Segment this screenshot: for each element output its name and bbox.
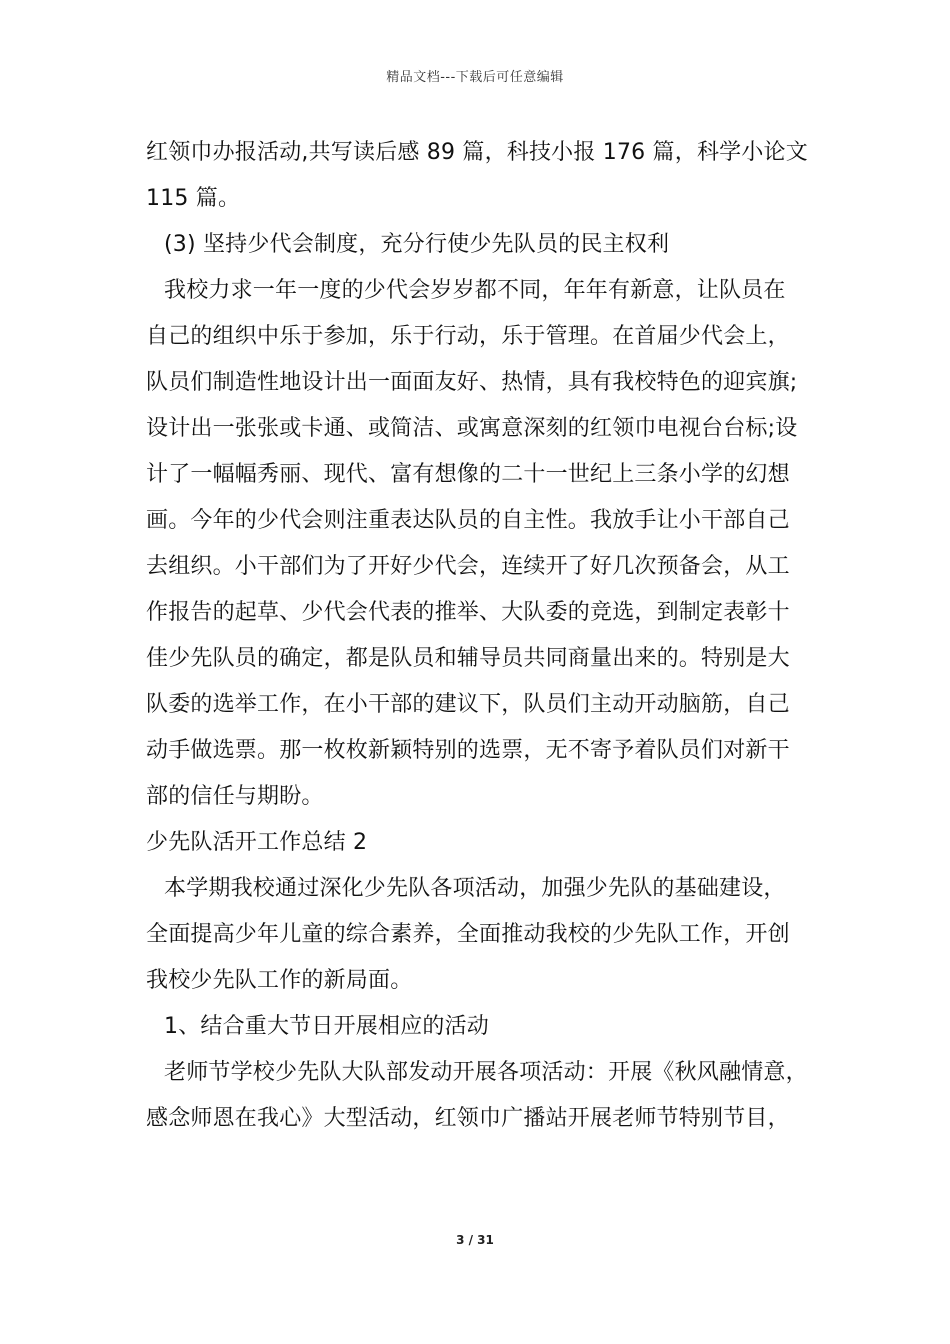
body-line: 115 篇。 (146, 186, 241, 211)
body-line: 去组织。小干部们为了开好少代会，连续开了好几次预备会，从工 (146, 554, 790, 579)
body-line: 感念师恩在我心》大型活动，红领巾广播站开展老师节特别节目， (146, 1106, 790, 1131)
body-line: 自己的组织中乐于参加，乐于行动，乐于管理。在首届少代会上， (146, 324, 790, 349)
body-line: 本学期我校通过深化少先队各项活动，加强少先队的基础建设， (164, 876, 786, 901)
body-line: 佳少先队员的确定，都是队员和辅导员共同商量出来的。特别是大 (146, 646, 790, 671)
body-line: 我校力求一年一度的少代会岁岁都不同，年年有新意，让队员在 (164, 278, 786, 303)
body-line: 计了一幅幅秀丽、现代、富有想像的二十一世纪上三条小学的幻想 (146, 462, 790, 487)
body-line: 设计出一张张或卡通、或简洁、或寓意深刻的红领巾电视台台标;设 (146, 416, 798, 441)
body-line: 老师节学校少先队大队部发动开展各项活动：开展《秋风融情意， (164, 1060, 808, 1085)
body-line: 我校少先队工作的新局面。 (146, 968, 413, 993)
body-line: 队员们制造性地设计出一面面友好、热情，具有我校特色的迎宾旗; (146, 370, 798, 395)
page-header: 精品文档---下载后可任意编辑 (386, 70, 564, 85)
section-heading: 1、结合重大节日开展相应的活动 (164, 1014, 489, 1039)
body-line: 作报告的起草、少代会代表的推举、大队委的竞选，到制定表彰十 (146, 600, 790, 625)
page-number: 3 / 31 (456, 1233, 494, 1247)
section-heading: (3) 坚持少代会制度，充分行使少先队员的民主权利 (164, 232, 670, 257)
body-line: 动手做选票。那一枚枚新颖特别的选票，无不寄予着队员们对新干 (146, 738, 790, 763)
body-line: 部的信任与期盼。 (146, 784, 324, 809)
body-line: 红领巾办报活动,共写读后感 89 篇，科技小报 176 篇，科学小论文 (146, 140, 808, 165)
section-title: 少先队活开工作总结 2 (146, 830, 368, 855)
body-line: 全面提高少年儿童的综合素养，全面推动我校的少先队工作，开创 (146, 922, 790, 947)
body-line: 画。今年的少代会则注重表达队员的自主性。我放手让小干部自己 (146, 508, 790, 533)
body-line: 队委的选举工作，在小干部的建议下，队员们主动开动脑筋，自己 (146, 692, 790, 717)
document-body (146, 130, 811, 1142)
